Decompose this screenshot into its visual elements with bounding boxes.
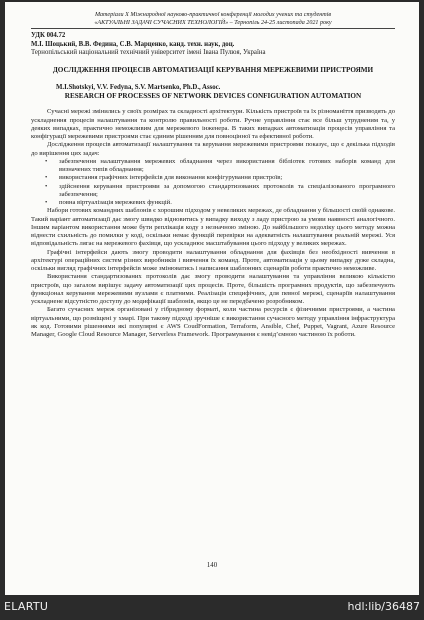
list-item — [31, 174, 395, 182]
list-item-text: використання графічних інтерфейсів для виконання конфігурування пристроїв; — [59, 174, 283, 182]
bullet-icon: • — [45, 174, 48, 182]
article-body — [31, 108, 395, 339]
list-item-text: здійснення керування пристроями за допомогою стандартизованих протоколів та спеціалізованого програмного забезпечення; — [59, 182, 395, 198]
paragraph: Набори готових командних шаблонів є хорошим підходом у невеликих мережах, де обладнання у більшості своїй однакове. Такий варіант автоматизації дає змогу швидко відновитись у випадку виходу з ладу пристрою за умови наявності аналогічного. Іншим варіантом використання може бути реплікація коду з незначною зміною. До найбільшого недоліку цього методу можна віднести схильність до помилки у коді, оскільки немає функцій перевірки на адекватність налаштування реальній мережі. Уся відповідальність лягає на мережевого фахівця, що ускладнює масштабування цього підходу у великих мережах. — [31, 207, 395, 248]
header-divider — [31, 28, 395, 29]
conference-header-line-2: «АКТУАЛЬНІ ЗАДАЧІ СУЧАСНИХ ТЕХНОЛОГІЙ» – Тернопіль 24-25 листопада 2021 року — [94, 20, 332, 27]
bullet-icon: • — [45, 182, 48, 190]
list-item — [31, 158, 395, 175]
list-item — [31, 183, 395, 200]
list-item-text: повна віртуалізація мережевих функцій. — [59, 199, 172, 207]
paragraph: Дослідження процесів автоматизації налаштування та керування мережевими пристроями показує, що є декілька підходів до вирішення цих задач: — [31, 141, 395, 157]
authors-ua: М.І. Шоцький, В.В. Федина, С.В. Марценко, канд. техн. наук, доц. — [31, 40, 235, 48]
title-ua: ДОСЛІДЖЕННЯ ПРОЦЕСІВ АВТОМАТИЗАЦІЇ КЕРУВАННЯ МЕРЕЖЕВИМИ ПРИСТРОЯМИ — [52, 66, 374, 75]
list-item-text: забезпечення налаштування мережевих обладнання через використання бібліотек готових наборів команд для визначених типів обладнання; — [59, 157, 395, 174]
approaches-list — [31, 158, 395, 208]
handle-id[interactable]: hdl:lib/36487 — [347, 600, 420, 613]
paragraph: Сучасні мережі змінились у своїх розмірах та складності архітектури. Кількість пристроїв та їх різноманіття призводять до ускладнення процесів налаштування та контролю правильності роботи. Ручне управління стає все більш утрудненим та, у деяких випадках, практично неможливим для мережевого інженера. В таких випадках автоматизація процесів управління та конфігурації мережевими пристроями стає єдиним рішенням для повноцінної та ефективної роботи. — [31, 108, 395, 141]
conference-header-line-1: Матеріали Х Міжнародної науково-практичної конференції молодих учених та студентів — [94, 12, 332, 18]
bullet-icon: • — [45, 157, 48, 165]
list-item — [31, 199, 395, 207]
authors-en: M.I.Shotskyi, V.V. Fedyna, S.V. Martsenko, Ph.D., Assoc. — [56, 83, 221, 91]
paragraph: Графічні інтерфейси дають змогу проводити налаштування обладнання для фахівців без необхідності вивчення в архітектурі операційних систем різних виробників і вивчення їх команд. Проте, автоматизація у цьому випадку дуже складна, оскільки вигляд графічних інтерфейсів може змінюватись і написання шаблонних сценаріїв роботи практично неможливе. — [31, 248, 395, 273]
bullet-icon: • — [45, 199, 48, 207]
repository-name[interactable]: ELARTU — [4, 600, 49, 613]
page-number: 140 — [206, 562, 218, 569]
paragraph: Багато сучасних мереж організовані у гібридному форматі, коли частина ресурсів є фізичними пристроями, а частина віртуальними, що розміщені у хмарі. При такому підході зручніше є використання сучасного методу управління інфраструктура як код. Готовими рішеннями які популярні є AWS CoudFormation, Terraform, Ansible, Chef, Puppet, Vagrant, Azure Resource Manager, Google Cloud Resource Manager, Serverless Framework. Програмування є невід’ємною частиною їх роботи. — [31, 306, 395, 339]
document-page — [5, 2, 419, 595]
repository-footer — [0, 595, 424, 620]
affiliation: Тернопільський національний технічний університет імені Івана Пулюя, Україна — [31, 48, 266, 56]
udc-code: УДК 004.72 — [31, 32, 66, 40]
title-en: RESEARCH OF PROCESSES OF NETWORK DEVICES CONFIGURATION AUTOMATION — [64, 91, 362, 100]
paragraph: Використання стандартизованих протоколів дає змогу проводити налаштування та управління великою кількістю пристроїв, що загалом вирішує задачу автоматизації цих процесів. Проте, більшість програмних продуктів, що забезпечують функціонал керування мережевими вузлами є платними. Реалізація специфічних, для певної мережі, сценаріїв налаштування ускладнене відсутністю доступу до модифікації шаблонів, якщо це не передбачено розробником. — [31, 273, 395, 306]
